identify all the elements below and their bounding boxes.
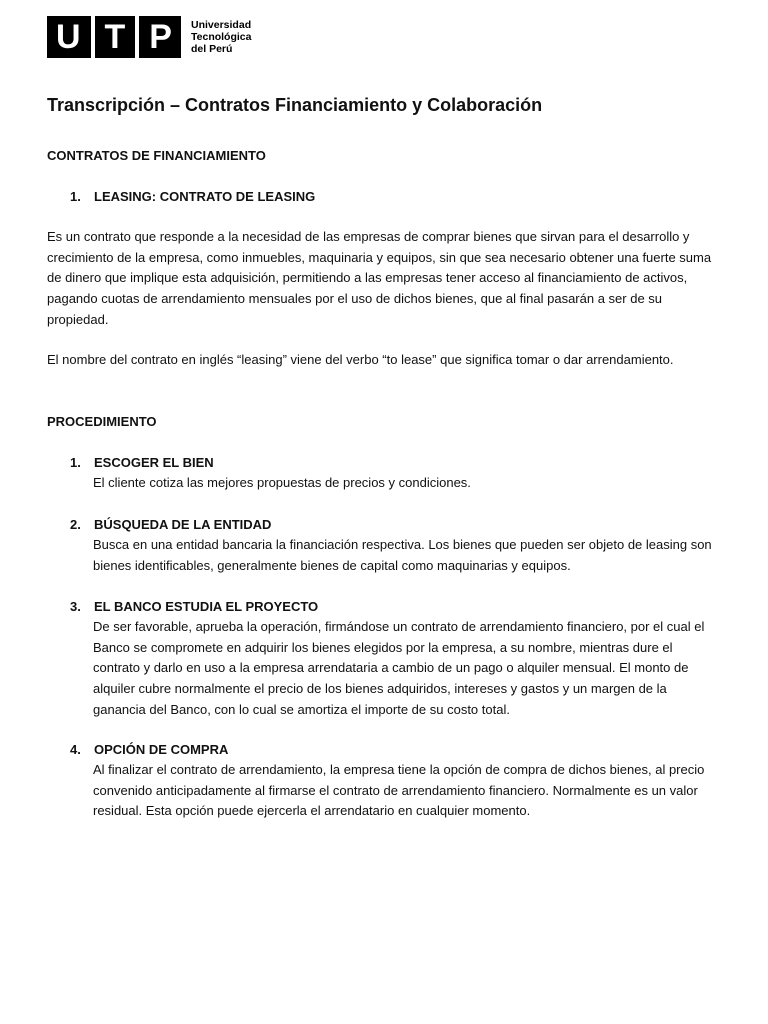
utp-logo <box>47 16 251 58</box>
list-number: 2. <box>70 517 81 532</box>
list-heading-text: ESCOGER EL BIEN <box>94 455 214 470</box>
leasing-paragraph-2: El nombre del contrato en inglés “leasing” viene del verbo “to lease” que significa tomar o dar arrendamiento. <box>47 352 674 367</box>
step-body: Busca en una entidad bancaria la financiación respectiva. Los bienes que pueden ser objeto de leasing son bienes identificables, generalmente bienes de capital como maquinarias y equipos. <box>93 537 712 573</box>
step-heading <box>70 598 318 615</box>
list-number: 4. <box>70 742 81 757</box>
logo-separator <box>91 16 95 58</box>
list-heading-text: OPCIÓN DE COMPRA <box>94 742 229 757</box>
list-number: 1. <box>70 189 81 204</box>
list-number: 1. <box>70 455 81 470</box>
step-body: El cliente cotiza las mejores propuestas de precios y condiciones. <box>93 475 471 490</box>
document-title: Transcripción – Contratos Financiamiento y Colaboración <box>47 95 543 115</box>
logo-letter-t: T <box>104 18 126 56</box>
list-heading-text: EL BANCO ESTUDIA EL PROYECTO <box>94 599 319 614</box>
step-body: Al finalizar el contrato de arrendamiento, la empresa tiene la opción de compra de dichos bienes, al precio convenido anticipadamente al firmarse el contrato de arrendamiento financiero. Normalmente es un valor residual. Esta opción puede ejercerla el arrendatario en cualquier momento. <box>93 762 705 819</box>
utp-logo-mark <box>47 16 181 58</box>
logo-text-line: Universidad <box>191 19 252 31</box>
step-heading <box>70 516 271 533</box>
logo-wordmark <box>191 19 251 55</box>
step-body: De ser favorable, aprueba la operación, firmándose un contrato de arrendamiento financiero, por el cual el Banco se compromete en adquirir los bienes elegidos por la empresa, a su nombre, mientras dure el contrato y darlo en uso a la empresa arrendataria a cambio de un pago o alquiler mensual. El monto de alquiler cubre normalmente el precio de los bienes adquiridos, intereses y gastos y un margen de la ganancia del Banco, con lo cual se amortiza el importe de su costo total. <box>93 619 705 717</box>
step-heading <box>70 454 214 471</box>
procedure-heading: PROCEDIMIENTO <box>47 414 157 429</box>
list-number: 3. <box>70 599 81 614</box>
step-heading <box>70 741 228 758</box>
logo-letter-u: U <box>55 18 81 56</box>
list-heading-text: BÚSQUEDA DE LA ENTIDAD <box>94 517 272 532</box>
list-heading-text: LEASING: CONTRATO DE LEASING <box>94 189 316 204</box>
leasing-heading <box>70 188 315 205</box>
logo-text-line: del Perú <box>191 43 233 55</box>
logo-separator <box>135 16 139 58</box>
section-heading: CONTRATOS DE FINANCIAMIENTO <box>47 148 266 163</box>
leasing-paragraph-1: Es un contrato que responde a la necesidad de las empresas de comprar bienes que sirvan para el desarrollo y crecimiento de la empresa, como inmuebles, maquinaria y equipos, sin que sea necesario obtener una fuerte suma de dinero que implique esta adquisición, permitiendo a las empresas tener acceso al financiamiento de activos, pagando cuotas de arrendamiento mensuales por el uso de dichos bienes, que al final pasarán a ser de su propiedad. <box>47 229 712 327</box>
logo-letter-p: P <box>149 18 172 56</box>
logo-text-line: Tecnológica <box>191 31 252 43</box>
